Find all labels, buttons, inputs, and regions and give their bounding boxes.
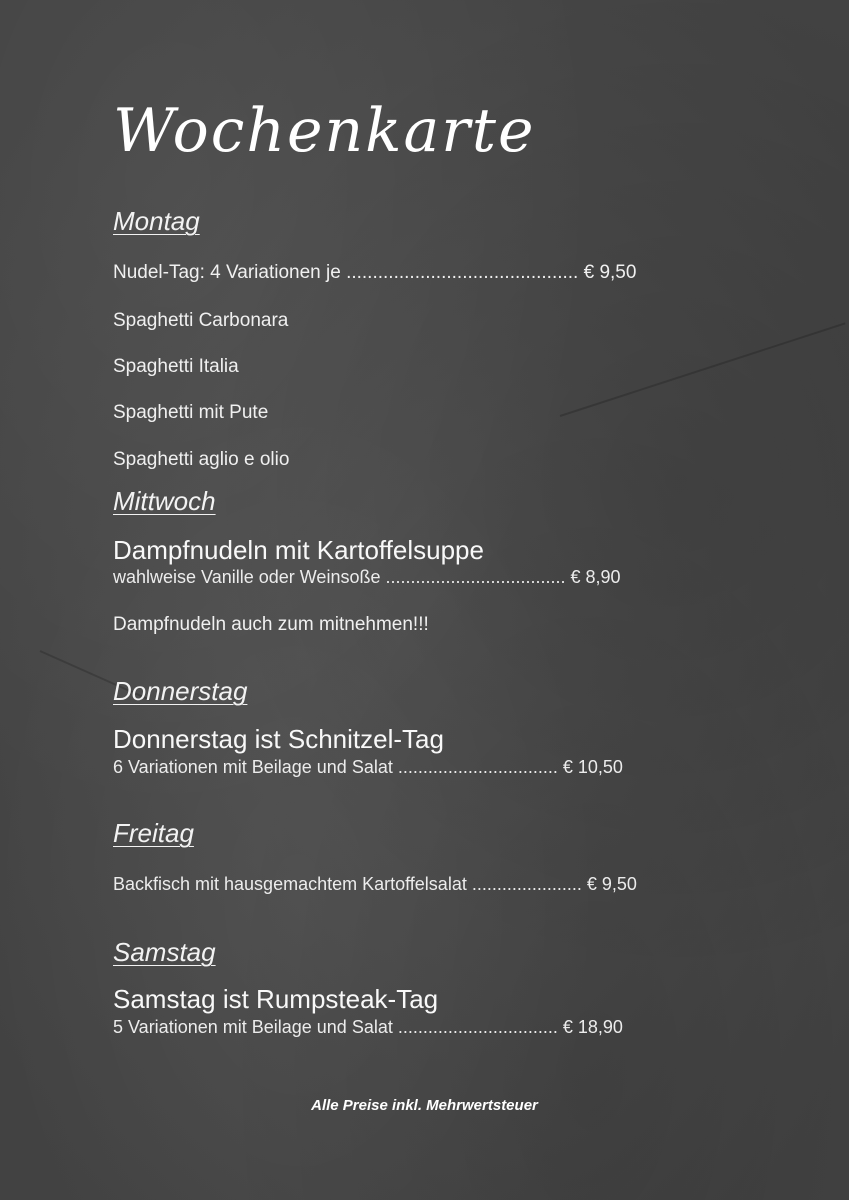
dish-title: Donnerstag ist Schnitzel-Tag [113,724,444,754]
menu-item: Spaghetti aglio e olio [113,449,290,470]
day-heading-montag: Montag [113,206,200,236]
day-heading-donnerstag: Donnerstag [113,676,248,706]
dish-detail-price: Backfisch mit hausgemachtem Kartoffelsalat ...................... € 9,50 [113,874,637,894]
dish-detail-price: 6 Variationen mit Beilage und Salat ................................ € 10,50 [113,757,623,777]
footer-note: Alle Preise inkl. Mehrwertsteuer [311,1097,538,1114]
menu-item: Spaghetti Italia [113,356,239,377]
texture-scratch [560,322,846,417]
page-title: Wochenkarte [113,96,536,166]
dish-detail-price: wahlweise Vanille oder Weinsoße .................................... € 8,90 [113,567,621,587]
dish-title: Dampfnudeln mit Kartoffelsuppe [113,535,484,565]
day-heading-samstag: Samstag [113,937,216,967]
dish-detail-price: 5 Variationen mit Beilage und Salat ................................ € 18,90 [113,1017,623,1037]
dish-title: Samstag ist Rumpsteak-Tag [113,984,439,1014]
menu-item: Spaghetti mit Pute [113,402,269,423]
menu-item-price-line: Nudel-Tag: 4 Variationen je ............................................ € 9,50 [113,262,637,283]
menu-note: Dampfnudeln auch zum mitnehmen!!! [113,614,429,635]
day-heading-freitag: Freitag [113,818,194,848]
day-heading-mittwoch: Mittwoch [113,486,216,516]
menu-item: Spaghetti Carbonara [113,310,289,331]
